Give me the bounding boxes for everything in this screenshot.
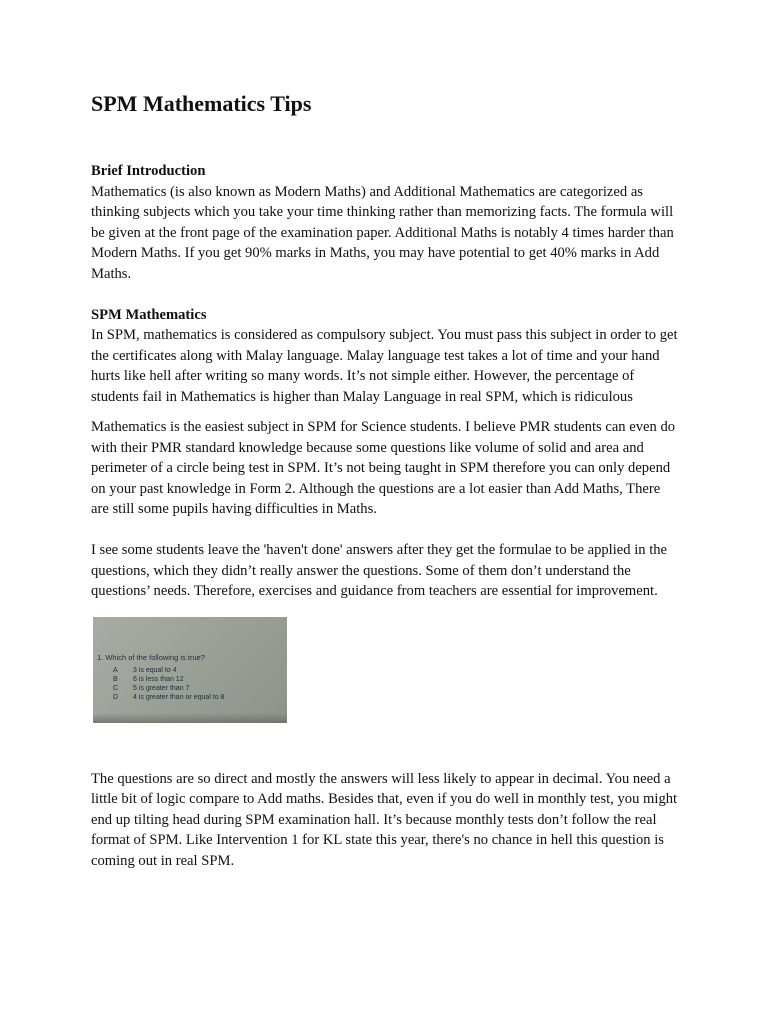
photo-option-a: A 3 is equal to 4 [113,666,177,674]
spm-paragraph-4: The questions are so direct and mostly the answers will less likely to appear in decimal. You need a little bit of logic compare to Add maths. Besides that, even if you do well in monthly test, you might end up tilting head during SPM examination hall. It’s because monthly tests don’t follow the real format of SPM. Like Intervention 1 for KL state this year, there's no chance in hell this question is coming out in real SPM. [91,770,678,869]
exam-question-photo [93,617,287,723]
page-title: SPM Mathematics Tips [91,91,312,116]
photo-option-c: C 5 is greater than 7 [113,684,190,692]
spm-heading: SPM Mathematics [91,306,207,323]
spm-paragraph-1: In SPM, mathematics is considered as compulsory subject. You must pass this subject in order to get the certificates along with Malay language. Malay language test takes a lot of time and your hand hurts like hell after writing so many words. It’s not simple either. However, the percentage of students fail in Mathematics is higher than Malay Language in real SPM, which is ridiculous [91,327,678,405]
photo-question-text: 1. Which of the following is true? [97,652,205,662]
photo-option-d: D 4 is greater than or equal to 8 [113,693,225,701]
spm-paragraph-2: Mathematics is the easiest subject in SPM for Science students. I believe PMR students can even do with their PMR standard knowledge because some questions like volume of solid and area and perimeter of a circle being test in SPM. It’s not being taught in SPM therefore you can only depend on your past knowledge in Form 2. Although the questions are a lot easier than Add Maths, There are still some pupils having difficulties in Maths. [91,419,676,517]
intro-heading: Brief Introduction [91,163,206,179]
photo-option-b: B 6 is less than 12 [113,675,184,683]
document-page [91,88,681,871]
spm-paragraph-3: I see some students leave the 'haven't done' answers after they get the formulae to be applied in the questions, which they didn’t really answer the questions. Some of them don’t understand the questions’ needs. Therefore, exercises and guidance from teachers are essential for improvement. [91,542,668,599]
intro-paragraph: Mathematics (is also known as Modern Maths) and Additional Mathematics are categorized as thinking subjects which you take your time thinking rather than memorizing facts. The formula will be given at the front page of the examination paper. Additional Maths is notably 4 times harder than Modern Maths. If you get 90% marks in Maths, you may have potential to get 40% marks in Add Maths. [91,183,674,282]
